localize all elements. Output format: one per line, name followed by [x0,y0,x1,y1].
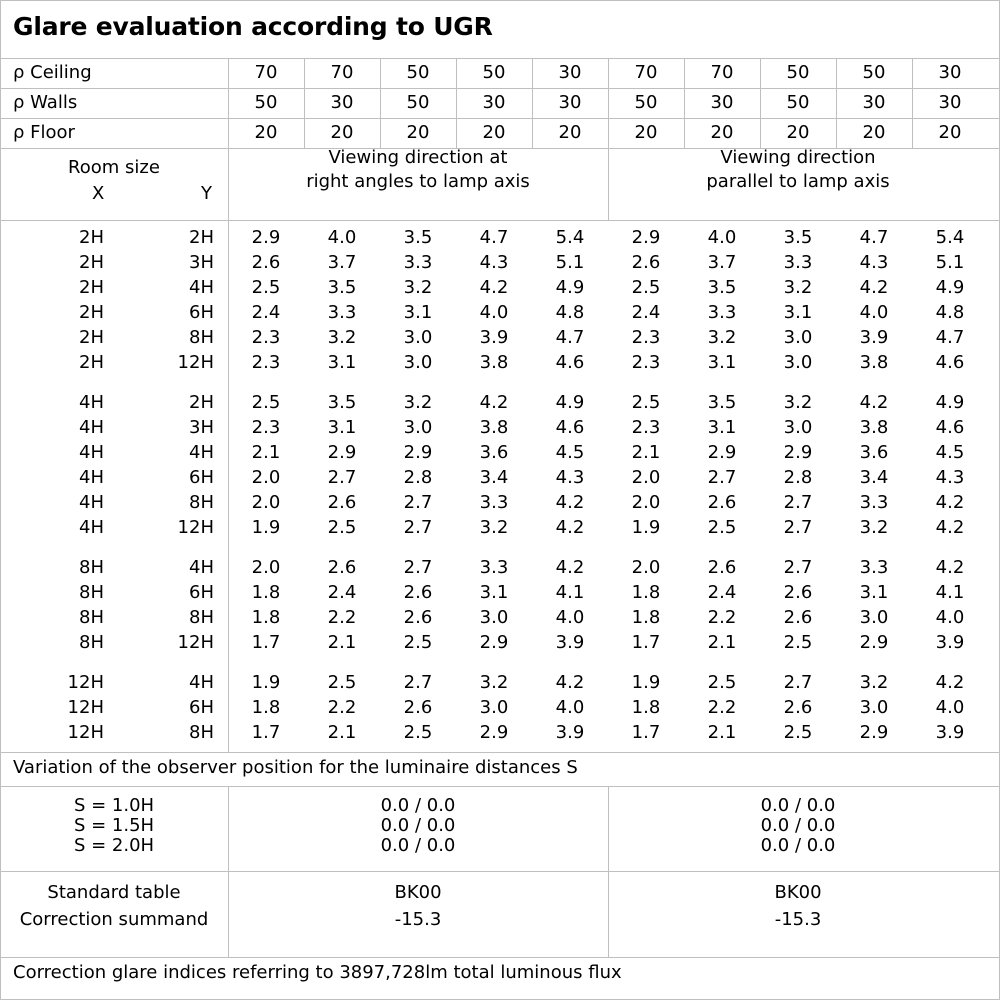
ugr-value: 3.0 [783,417,813,438]
ugr-value: 2.9 [631,227,661,248]
ugr-value: 2.0 [251,557,281,578]
ugr-value: 2.0 [631,492,661,513]
room-x: 4H [79,417,104,438]
reflectance-label: ρ Walls [13,92,78,113]
reflectance-label: ρ Floor [13,122,75,143]
ugr-value: 3.5 [783,227,813,248]
ugr-value: 2.6 [631,252,661,273]
reflectance-value: 70 [254,62,278,83]
ugr-value: 3.5 [707,392,737,413]
ugr-value: 4.3 [935,467,965,488]
ugr-value: 4.5 [555,442,585,463]
ugr-value: 3.0 [479,697,509,718]
ugr-value: 2.6 [707,492,737,513]
ugr-value: 3.1 [707,352,737,373]
reflectance-value: 30 [558,92,582,113]
ugr-value: 4.9 [935,277,965,298]
ugr-value: 2.9 [403,442,433,463]
ugr-value: 1.7 [631,632,661,653]
ugr-value: 4.6 [935,417,965,438]
ugr-value: 2.9 [859,632,889,653]
s-value-right-2: 0.0 / 0.0 [380,815,456,836]
room-y: 4H [189,557,214,578]
ugr-value: 4.2 [935,672,965,693]
s-label-2: S = 1.5H [73,815,155,836]
room-x: 12H [67,722,104,743]
ugr-value: 2.3 [251,327,281,348]
correction-right: -15.3 [394,909,442,930]
page-title: Glare evaluation according to UGR [13,12,493,41]
reflectance-value: 30 [330,92,354,113]
ugr-value: 2.7 [327,467,357,488]
ugr-value: 4.2 [555,557,585,578]
ugr-value: 3.5 [327,392,357,413]
room-y: 8H [189,607,214,628]
reflectance-value: 50 [634,92,658,113]
ugr-value: 2.5 [403,722,433,743]
ugr-value: 1.8 [631,582,661,603]
ugr-value: 2.2 [707,607,737,628]
ugr-value: 2.6 [403,582,433,603]
room-y: 8H [189,492,214,513]
ugr-value: 3.0 [403,327,433,348]
ugr-value: 3.4 [859,467,889,488]
ugr-value: 1.9 [251,517,281,538]
ugr-value: 3.8 [859,417,889,438]
ugr-value: 3.6 [859,442,889,463]
divider [0,957,1000,958]
ugr-value: 2.2 [327,697,357,718]
room-y: 2H [189,227,214,248]
divider [0,88,1000,89]
ugr-value: 1.8 [251,607,281,628]
viewing-parallel-line2: parallel to lamp axis [706,171,890,192]
ugr-value: 1.8 [631,607,661,628]
ugr-value: 4.3 [859,252,889,273]
ugr-value: 2.6 [327,557,357,578]
ugr-value: 2.0 [251,467,281,488]
divider [0,871,1000,872]
ugr-value: 2.5 [251,277,281,298]
divider [0,58,1000,59]
ugr-value: 3.9 [555,722,585,743]
ugr-value: 3.8 [479,417,509,438]
room-y: 12H [177,632,214,653]
ugr-value: 4.8 [555,302,585,323]
room-y: 8H [189,722,214,743]
variation-label: Variation of the observer position for the luminaire distances S [13,757,578,778]
ugr-value: 4.2 [859,392,889,413]
ugr-value: 2.1 [327,632,357,653]
ugr-value: 2.2 [707,697,737,718]
ugr-value: 3.0 [479,607,509,628]
room-y: 6H [189,467,214,488]
ugr-value: 4.3 [479,252,509,273]
ugr-value: 4.2 [935,517,965,538]
room-y: 2H [189,392,214,413]
ugr-value: 2.1 [707,722,737,743]
ugr-value: 2.3 [631,352,661,373]
ugr-value: 3.2 [479,517,509,538]
ugr-value: 2.6 [783,607,813,628]
ugr-value: 3.6 [479,442,509,463]
ugr-value: 1.7 [251,632,281,653]
ugr-value: 3.7 [707,252,737,273]
ugr-value: 2.5 [631,277,661,298]
ugr-value: 1.7 [251,722,281,743]
reflectance-value: 30 [558,62,582,83]
ugr-value: 3.3 [479,557,509,578]
ugr-value: 3.3 [327,302,357,323]
reflectance-value: 50 [482,62,506,83]
reflectance-value: 50 [862,62,886,83]
room-y: 6H [189,302,214,323]
ugr-value: 3.2 [403,277,433,298]
ugr-value: 3.3 [859,557,889,578]
ugr-value: 2.9 [251,227,281,248]
room-y: 3H [189,252,214,273]
ugr-value: 4.7 [859,227,889,248]
ugr-value: 3.0 [403,352,433,373]
ugr-value: 3.1 [327,417,357,438]
ugr-value: 4.0 [555,697,585,718]
s-label-3: S = 2.0H [73,835,155,856]
ugr-value: 2.7 [783,672,813,693]
room-x: 2H [79,327,104,348]
room-size-label: Room size [68,157,160,178]
ugr-value: 5.1 [555,252,585,273]
divider [0,752,1000,753]
ugr-value: 3.4 [479,467,509,488]
ugr-value: 3.3 [479,492,509,513]
s-value-right-1: 0.0 / 0.0 [380,795,456,816]
reflectance-value: 20 [482,122,506,143]
room-x: 2H [79,252,104,273]
ugr-value: 4.2 [935,492,965,513]
reflectance-value: 20 [330,122,354,143]
ugr-value: 4.0 [327,227,357,248]
ugr-value: 2.5 [707,672,737,693]
ugr-value: 2.5 [631,392,661,413]
ugr-value: 4.2 [555,517,585,538]
ugr-value: 3.9 [935,632,965,653]
ugr-value: 2.6 [403,697,433,718]
ugr-value: 3.8 [479,352,509,373]
reflectance-value: 20 [862,122,886,143]
ugr-value: 2.8 [783,467,813,488]
ugr-value: 3.1 [707,417,737,438]
ugr-value: 2.8 [403,467,433,488]
ugr-value: 4.6 [935,352,965,373]
reflectance-value: 20 [634,122,658,143]
room-size-x-label: X [92,183,105,204]
ugr-value: 4.7 [479,227,509,248]
ugr-value: 2.6 [783,697,813,718]
ugr-value: 2.5 [327,517,357,538]
room-x: 8H [79,557,104,578]
ugr-value: 2.7 [783,517,813,538]
ugr-value: 3.3 [403,252,433,273]
room-x: 8H [79,582,104,603]
ugr-value: 4.3 [555,467,585,488]
ugr-value: 3.3 [783,252,813,273]
room-x: 8H [79,607,104,628]
reflectance-value: 30 [710,92,734,113]
s-value-parallel-2: 0.0 / 0.0 [760,815,836,836]
room-x: 4H [79,442,104,463]
ugr-value: 3.0 [859,607,889,628]
room-x: 2H [79,227,104,248]
ugr-value: 3.2 [783,392,813,413]
room-y: 12H [177,352,214,373]
room-x: 4H [79,392,104,413]
ugr-value: 2.3 [631,417,661,438]
room-y: 4H [189,277,214,298]
ugr-value: 3.2 [403,392,433,413]
reflectance-value: 30 [938,92,962,113]
ugr-value: 3.0 [859,697,889,718]
ugr-value: 3.0 [403,417,433,438]
ugr-value: 5.4 [935,227,965,248]
ugr-value: 4.1 [935,582,965,603]
ugr-value: 2.2 [327,607,357,628]
reflectance-value: 20 [710,122,734,143]
ugr-value: 2.4 [631,302,661,323]
ugr-value: 2.5 [327,672,357,693]
ugr-value: 4.8 [935,302,965,323]
ugr-value: 2.4 [251,302,281,323]
ugr-value: 4.0 [935,607,965,628]
s-value-parallel-1: 0.0 / 0.0 [760,795,836,816]
ugr-value: 5.4 [555,227,585,248]
room-y: 6H [189,697,214,718]
room-y: 3H [189,417,214,438]
ugr-value: 2.5 [707,517,737,538]
room-x: 4H [79,467,104,488]
reflectance-value: 50 [254,92,278,113]
ugr-value: 1.9 [631,672,661,693]
ugr-value: 2.1 [631,442,661,463]
ugr-value: 3.2 [327,327,357,348]
reflectance-value: 70 [710,62,734,83]
ugr-value: 3.1 [327,352,357,373]
ugr-value: 3.7 [327,252,357,273]
room-x: 2H [79,352,104,373]
reflectance-value: 30 [938,62,962,83]
reflectance-value: 30 [862,92,886,113]
ugr-value: 2.7 [403,557,433,578]
ugr-value: 3.5 [707,277,737,298]
reflectance-value: 70 [634,62,658,83]
ugr-value: 2.1 [707,632,737,653]
reflectance-value: 70 [330,62,354,83]
room-x: 12H [67,697,104,718]
divider [0,786,1000,787]
ugr-value: 3.2 [479,672,509,693]
correction-summand-label: Correction summand [19,909,209,930]
ugr-value: 3.9 [935,722,965,743]
ugr-value: 1.8 [251,697,281,718]
ugr-value: 3.1 [403,302,433,323]
room-y: 4H [189,442,214,463]
ugr-value: 3.8 [859,352,889,373]
ugr-value: 2.3 [251,417,281,438]
ugr-value: 4.0 [707,227,737,248]
reflectance-value: 50 [406,62,430,83]
reflectance-value: 20 [786,122,810,143]
room-y: 4H [189,672,214,693]
ugr-value: 4.7 [555,327,585,348]
ugr-value: 4.2 [555,492,585,513]
s-value-right-3: 0.0 / 0.0 [380,835,456,856]
room-x: 2H [79,277,104,298]
ugr-value: 4.6 [555,352,585,373]
ugr-value: 4.2 [935,557,965,578]
ugr-value: 4.0 [859,302,889,323]
viewing-right-angles-line1: Viewing direction at [328,147,508,168]
ugr-value: 2.9 [859,722,889,743]
ugr-value: 1.9 [251,672,281,693]
ugr-value: 2.6 [403,607,433,628]
reflectance-value: 50 [786,92,810,113]
room-y: 12H [177,517,214,538]
ugr-value: 4.9 [555,392,585,413]
ugr-value: 3.9 [479,327,509,348]
ugr-value: 2.0 [631,467,661,488]
ugr-value: 2.4 [707,582,737,603]
ugr-value: 4.1 [555,582,585,603]
ugr-value: 2.6 [327,492,357,513]
ugr-value: 2.6 [707,557,737,578]
ugr-value: 2.9 [707,442,737,463]
ugr-value: 3.2 [783,277,813,298]
room-y: 6H [189,582,214,603]
s-label-1: S = 1.0H [73,795,155,816]
ugr-value: 2.4 [327,582,357,603]
ugr-value: 1.9 [631,517,661,538]
ugr-value: 3.9 [859,327,889,348]
standard-table-right: BK00 [394,882,442,903]
ugr-value: 3.2 [707,327,737,348]
ugr-value: 2.7 [403,517,433,538]
ugr-value: 2.1 [327,722,357,743]
viewing-parallel-line1: Viewing direction [720,147,876,168]
ugr-value: 2.9 [479,722,509,743]
ugr-value: 2.7 [403,672,433,693]
ugr-value: 2.3 [631,327,661,348]
ugr-value: 3.3 [859,492,889,513]
reflectance-value: 50 [786,62,810,83]
ugr-value: 3.1 [783,302,813,323]
ugr-value: 3.1 [859,582,889,603]
reflectance-value: 30 [482,92,506,113]
ugr-value: 4.5 [935,442,965,463]
ugr-value: 3.2 [859,517,889,538]
ugr-value: 5.1 [935,252,965,273]
reflectance-value: 50 [406,92,430,113]
room-size-y-label: Y [201,183,212,204]
ugr-value: 4.2 [555,672,585,693]
footer-note: Correction glare indices referring to 3897,728lm total luminous flux [13,962,622,983]
ugr-value: 2.7 [783,557,813,578]
ugr-value: 1.7 [631,722,661,743]
ugr-value: 3.0 [783,352,813,373]
room-x: 12H [67,672,104,693]
correction-parallel: -15.3 [774,909,822,930]
ugr-value: 3.9 [555,632,585,653]
ugr-value: 2.1 [251,442,281,463]
ugr-value: 2.3 [251,352,281,373]
room-x: 8H [79,632,104,653]
reflectance-value: 20 [558,122,582,143]
ugr-value: 2.9 [479,632,509,653]
viewing-right-angles-line2: right angles to lamp axis [306,171,530,192]
ugr-value: 2.6 [251,252,281,273]
ugr-value: 3.0 [783,327,813,348]
ugr-value: 4.0 [935,697,965,718]
divider [0,118,1000,119]
ugr-value: 1.8 [251,582,281,603]
ugr-value: 4.6 [555,417,585,438]
reflectance-label: ρ Ceiling [13,62,92,83]
ugr-value: 3.5 [327,277,357,298]
room-y: 8H [189,327,214,348]
room-x: 4H [79,492,104,513]
ugr-value: 4.2 [859,277,889,298]
ugr-value: 2.5 [783,632,813,653]
standard-table-parallel: BK00 [774,882,822,903]
ugr-value: 2.5 [783,722,813,743]
standard-table-label: Standard table [47,882,181,903]
ugr-value: 2.5 [403,632,433,653]
ugr-value: 4.7 [935,327,965,348]
divider [0,220,1000,221]
ugr-value: 2.6 [783,582,813,603]
ugr-value: 3.2 [859,672,889,693]
reflectance-value: 20 [406,122,430,143]
ugr-value: 2.0 [251,492,281,513]
ugr-value: 2.9 [783,442,813,463]
ugr-value: 2.5 [251,392,281,413]
ugr-value: 4.9 [935,392,965,413]
ugr-value: 1.8 [631,697,661,718]
ugr-value: 4.9 [555,277,585,298]
room-x: 4H [79,517,104,538]
ugr-value: 2.7 [707,467,737,488]
s-value-parallel-3: 0.0 / 0.0 [760,835,836,856]
ugr-value: 2.7 [403,492,433,513]
ugr-value: 2.0 [631,557,661,578]
ugr-value: 4.2 [479,392,509,413]
ugr-value: 3.5 [403,227,433,248]
ugr-value: 3.3 [707,302,737,323]
ugr-value: 2.7 [783,492,813,513]
ugr-value: 4.2 [479,277,509,298]
ugr-value: 4.0 [479,302,509,323]
ugr-value: 2.9 [327,442,357,463]
ugr-value: 4.0 [555,607,585,628]
ugr-value: 3.1 [479,582,509,603]
reflectance-value: 20 [938,122,962,143]
reflectance-value: 20 [254,122,278,143]
room-x: 2H [79,302,104,323]
